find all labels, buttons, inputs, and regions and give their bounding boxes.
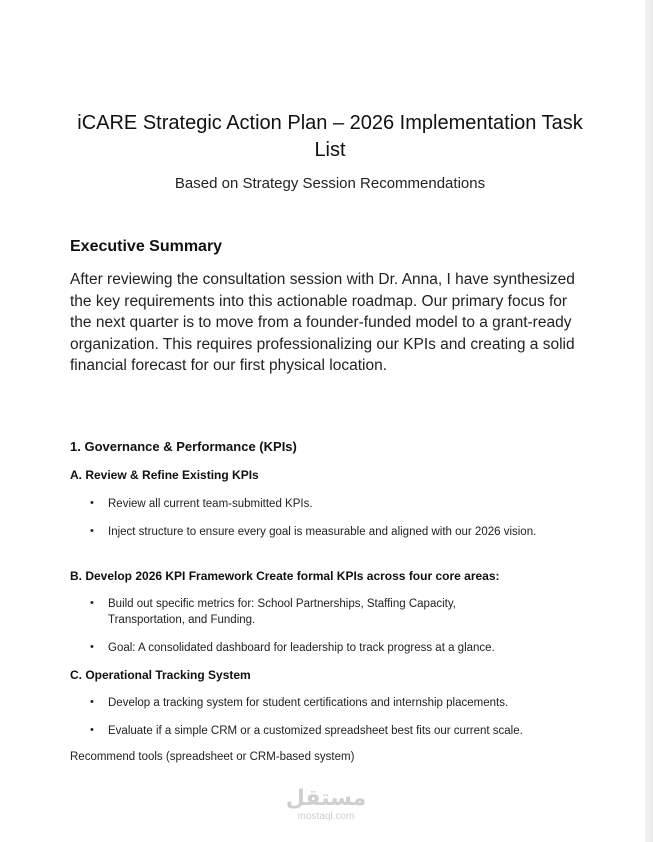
list-item: Build out specific metrics for: School Partnerships, Staffing Capacity, Transportation, and Funding. <box>108 598 456 626</box>
bullet-glyph: • <box>90 497 94 509</box>
subsection-a-heading: A. Review & Refine Existing KPIs <box>70 468 259 482</box>
list-item: Develop a tracking system for student certifications and internship placements. <box>108 697 509 709</box>
list-item: Inject structure to ensure every goal is measurable and aligned with our 2026 vision. <box>108 526 537 538</box>
bullet-glyph: • <box>90 525 94 537</box>
page-edge-shadow <box>645 0 653 842</box>
document-title: iCARE Strategic Action Plan – 2026 Implementation Task List <box>77 112 583 161</box>
bullet-glyph: • <box>90 696 94 708</box>
bullet-glyph: • <box>90 724 94 736</box>
subsection-b-heading: B. Develop 2026 KPI Framework Create formal KPIs across four core areas: <box>70 569 500 583</box>
bullet-glyph: • <box>90 597 94 609</box>
bullet-glyph: • <box>90 641 94 653</box>
section-1-heading: 1. Governance & Performance (KPIs) <box>70 439 297 454</box>
tools-recommendation-note: Recommend tools (spreadsheet or CRM-based system) <box>70 751 355 763</box>
list-item: Goal: A consolidated dashboard for leadership to track progress at a glance. <box>108 642 495 654</box>
document-subtitle: Based on Strategy Session Recommendations <box>174 175 486 192</box>
list-item: Evaluate if a simple CRM or a customized spreadsheet best fits our current scale. <box>108 725 523 737</box>
subsection-c-heading: C. Operational Tracking System <box>70 668 251 682</box>
watermark-logo <box>285 787 367 823</box>
list-item: Review all current team-submitted KPIs. <box>108 498 313 510</box>
executive-summary-heading: Executive Summary <box>70 238 223 255</box>
watermark-arabic: مستقل <box>285 786 367 811</box>
watermark-url: mostaql.com <box>297 811 355 822</box>
executive-summary-body: After reviewing the consultation session with Dr. Anna, I have synthesized the key requirements into this actionable roadmap. Our primary focus for the next quarter is to move from a founder-funded model to a grant-ready organization. This requires professionalizing our KPIs and creating a solid financial forecast for our first physical location. <box>70 271 575 374</box>
